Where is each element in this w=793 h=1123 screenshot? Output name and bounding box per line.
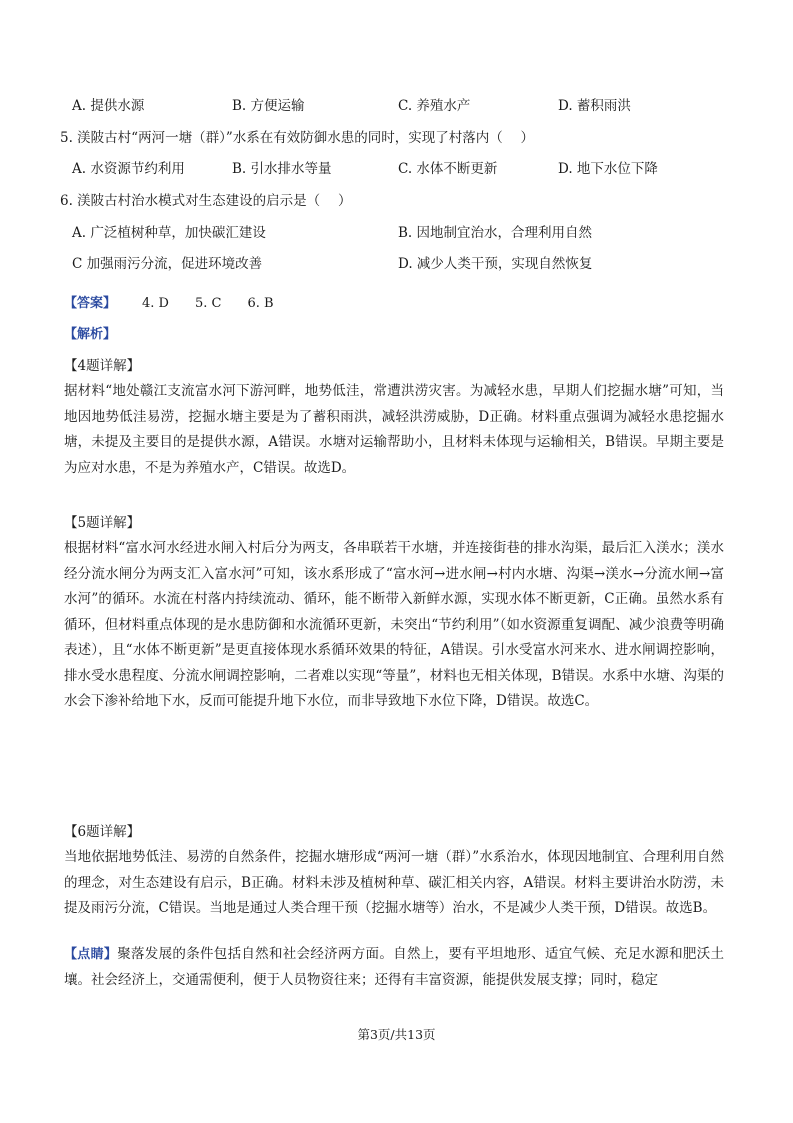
q4-option-c: C. 养殖水产	[398, 98, 471, 114]
q6-option-c: C 加强雨污分流，促进环境改善	[72, 256, 263, 272]
dianjing-label: 【点睛】	[64, 947, 118, 962]
q4-option-b: B. 方便运输	[232, 98, 305, 114]
q4-options	[72, 94, 732, 114]
answer-4: 4. D	[142, 296, 169, 311]
q5-detail-heading: 【5题详解】	[64, 515, 141, 531]
q5-option-b: B. 引水排水等量	[232, 161, 332, 177]
q5-options	[72, 157, 732, 177]
q6-option-a: A. 广泛植树种草，加快碳汇建设	[72, 225, 266, 241]
q5-stem: 5. 渼陂古村“两河一塘（群）”水系在有效防御水患的同时，实现了村落内（ ）	[60, 130, 535, 146]
analysis-label: 【解析】	[64, 327, 117, 342]
q5-option-d: D. 地下水位下降	[558, 161, 658, 177]
q6-detail-heading: 【6题详解】	[64, 824, 141, 840]
q6-option-d: D. 减少人类干预，实现自然恢复	[398, 256, 593, 272]
dianjing-text: 聚落发展的条件包括自然和社会经济两方面。自然上，要有平坦地形、适宜气候、充足水源和肥沃土壤。社会经济上，交通需便利，便于人员物资往来；还得有丰富资源，能提供发展支撑；同时，稳定	[64, 946, 724, 988]
q6-detail-text: 当地依据地势低洼、易涝的自然条件，挖掘水塘形成“两河一塘（群）”水系治水，体现因地制宜、合理利用自然的理念，对生态建设有启示，B正确。材料未涉及植树种草、碳汇相关内容，A错误。材料主要讲治水防涝，未提及雨污分流，C错误。当地是通过人类合理干预（挖掘水塘等）治水，不是减少人类干预，D错误。故选B。	[64, 849, 724, 916]
q5-option-c: C. 水体不断更新	[398, 161, 498, 177]
page-footer: 第3页/共13页	[357, 1027, 436, 1042]
q4-option-d: D. 蓄积雨洪	[558, 98, 631, 114]
answer-line	[64, 292, 274, 311]
q6-option-b: B. 因地制宜治水，合理利用自然	[398, 225, 593, 241]
q5-option-a: A. 水资源节约利用	[72, 161, 185, 177]
answer-label: 【答案】	[64, 296, 117, 311]
dianjing-paragraph	[64, 942, 724, 993]
q5-detail-text: 根据材料“富水河水经进水闸入村后分为两支，各串联若干水塘，并连接街巷的排水沟渠，最后汇入渼水；渼水经分流水闸分为两支汇入富水河”可知，该水系形成了“富水河→进水闸→村内水塘、沟渠→渼水→分流水闸→富水河”的循环。水流在村落内持续流动、循环，能不断带入新鲜水源，实现水体不断更新，C正确。虽然水系有循环，但材料重点体现的是水患防御和水流循环更新，未突出“节约利用”（如水资源重复调配、减少浪费等明确表述），且“水体不断更新”是更直接体现水系循环效果的特征，A错误。引水受富水河来水、进水闸调控影响，排水受水患程度、分流水闸调控影响，二者难以实现“等量”，材料也无相关体现，B错误。水系中水塘、沟渠的水会下渗补给地下水，反而可能提升地下水位，而非导致地下水位下降，D错误。故选C。	[64, 540, 724, 709]
q6-options-row2	[72, 252, 732, 272]
q4-detail-text: 据材料“地处赣江支流富水河下游河畔，地势低洼，常遭洪涝灾害。为减轻水患，早期人们挖掘水塘”可知，当地因地势低洼易涝，挖掘水塘主要是为了蓄积雨洪，减轻洪涝威胁，D正确。材料重点强调为减轻水患挖掘水塘，未提及主要目的是提供水源，A错误。水塘对运输帮助小，且材料未体现与运输相关，B错误。早期主要是为应对水患，不是为养殖水产，C错误。故选D。	[64, 383, 724, 476]
answer-5: 5. C	[194, 296, 222, 311]
answer-6: 6. B	[247, 296, 274, 311]
q6-stem: 6. 渼陂古村治水模式对生态建设的启示是（ ）	[60, 193, 352, 209]
q6-options-row1	[72, 221, 732, 241]
q4-option-a: A. 提供水源	[72, 98, 145, 114]
q4-detail-heading: 【4题详解】	[64, 358, 141, 374]
